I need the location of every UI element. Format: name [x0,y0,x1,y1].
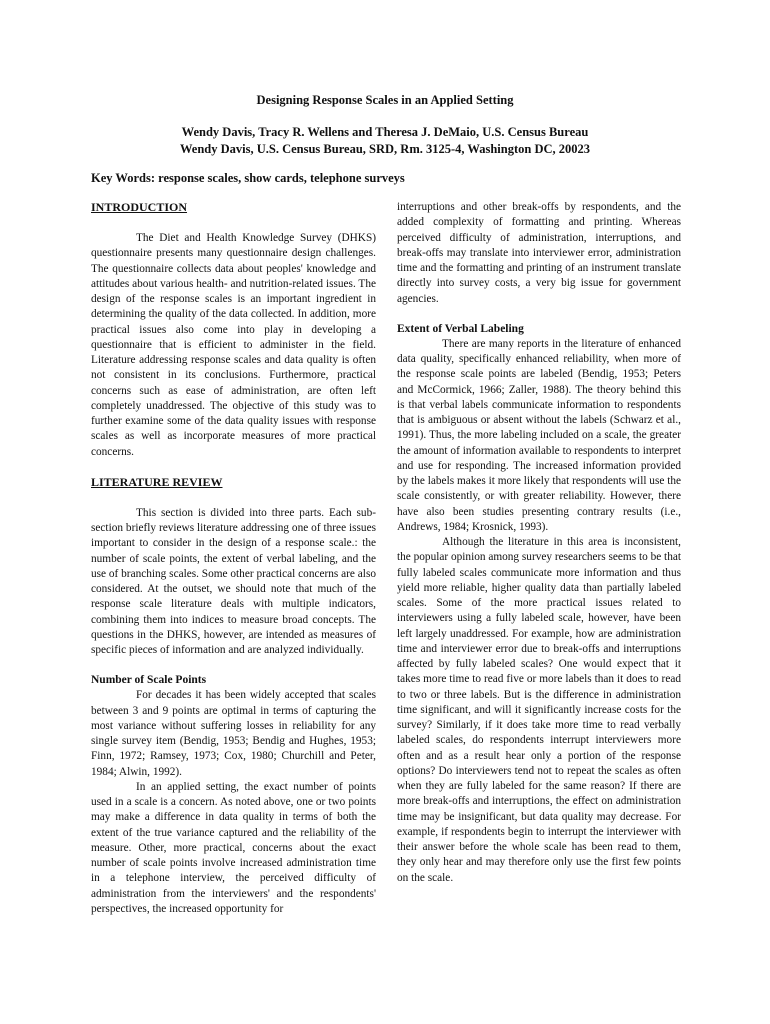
verbal-labeling-paragraph-1: There are many reports in the literature of enhanced data quality, specifically enhanced reliability, when more of the response scale points are labeled (Bendig, 1953; Peters and McCormick, 1966; Zaller, 1988). The theory behind this is that verbal labels communicate information to respondents that is ambiguous or absent without the labels (Schwarz et al., 1991). Thus, the more labeling included on a scale, the greater the amount of information available to respondents to interpret and use for responding. The increased information provided by the labels makes it more likely that respondents will use the scale consistently, or with greater reliability. However, there have also been studies presenting contrary results (i.e., Andrews, 1984; Krosnick, 1993). [397,337,681,533]
left-column [91,200,376,917]
authors-line-1: Wendy Davis, Tracy R. Wellens and Theresa J. DeMaio, U.S. Census Bureau [181,125,589,139]
continuation-paragraph: interruptions and other break-offs by respondents, and the added complexity of formatting and printing. Whereas perceived difficulty of administration, interruptions, and break-offs may translate into interviewer error, administration time and the formatting and printing of an instrument translate directly into survey costs, a very big issue for government agencies. [397,201,681,305]
verbal-labeling-paragraph-2: Although the literature in this area is inconsistent, the popular opinion among survey researchers seems to be that fully labeled scales communicate more information and thus yield more reliable, higher quality data than partially labeled scales. Some of the more practical issues related to interviewers using a fully labeled scale, however, have been left largely unaddressed. For example, how are administration time and interviewer error due to break-offs and interruptions affected by fully labeled scales? One would expect that it takes more time to read five or more labels than it does to read to two or three labels. But is the difference in administration time significant, and will it significantly increase costs for the survey? Similarly, if it does take more time to read verbally labeled scales, do respondents interrupt interviewers more often and as a result hear only a portion of the response options? Do interviewers tend not to repeat the scales as often when they are fully labeled for the same reason? If there are more break-offs and interruptions, the effect on administration time may be insignificant, but data quality may decrease. For example, if respondents begin to interrupt the interviewer with their answer before the whole scale has been read to them, they only hear and may therefore only use the first few points on the scale. [397,536,681,884]
introduction-paragraph: The Diet and Health Knowledge Survey (DHKS) questionnaire presents many questionnaire design challenges. The questionnaire collects data about peoples' knowledge and attitudes about various health- and nutrition-related issues. The design of the response scales is an important ingredient in determining the quality of the data collected. In addition, more practical issues also come into play in developing a questionnaire that is efficient to administer in the field. Literature addressing response scales and data quality is often not consistent in its conclusions. Furthermore, practical concerns such as ease of administration, are often left completely unaddressed. The objective of this study was to further examine some of the data quality issues with response scales as well as incorporate measures of more practical concerns. [91,232,376,458]
scale-points-heading: Number of Scale Points [91,674,207,687]
scale-points-paragraph-2: In an applied setting, the exact number of points used in a scale is a concern. As noted above, one or two points may make a difference in data quality in terms of both the extent of the true variance captured and the reliability of the measure. Other, more practical, concerns about the exact number of scale points involve increased administration time in a telephone interview, the perceived difficulty of administration from the interviewers' and the respondents' perspectives, the increased opportunity for [91,780,376,915]
scale-points-paragraph-1: For decades it has been widely accepted that scales between 3 and 9 points are optimal in terms of capturing the most variance without suffering losses in reliability for any single survey item (Bendig, 1953; Bendig and Hughes, 1953; Finn, 1972; Ramsey, 1973; Cox, 1980; Churchill and Peter, 1984; Alwin, 1992). [91,689,376,778]
keywords: Key Words: response scales, show cards, telephone surveys [91,171,405,185]
authors-line-2: Wendy Davis, U.S. Census Bureau, SRD, Rm. 3125-4, Washington DC, 20023 [179,142,591,156]
introduction-heading: INTRODUCTION [91,200,188,214]
verbal-labeling-heading: Extent of Verbal Labeling [397,322,524,335]
literature-review-heading: LITERATURE REVIEW [91,474,223,489]
author-block [0,124,770,158]
literature-review-paragraph: This section is divided into three parts. Each sub-section briefly reviews literature addressing one of three issues important to consider in the design of a response scale.: the number of scale points, the extent of verbal labeling, and the use of branching scales. Some other practical concerns are also considered. At the outset, we should note that much of the response scale literature deals with multiple indicators, combining them into indices to measure broad concepts. The questions in the DHKS, however, are intended as measures of specific pieces of information and are analyzed individually. [91,506,376,656]
right-column [397,200,681,886]
paper-title: Designing Response Scales in an Applied Setting [256,93,514,107]
